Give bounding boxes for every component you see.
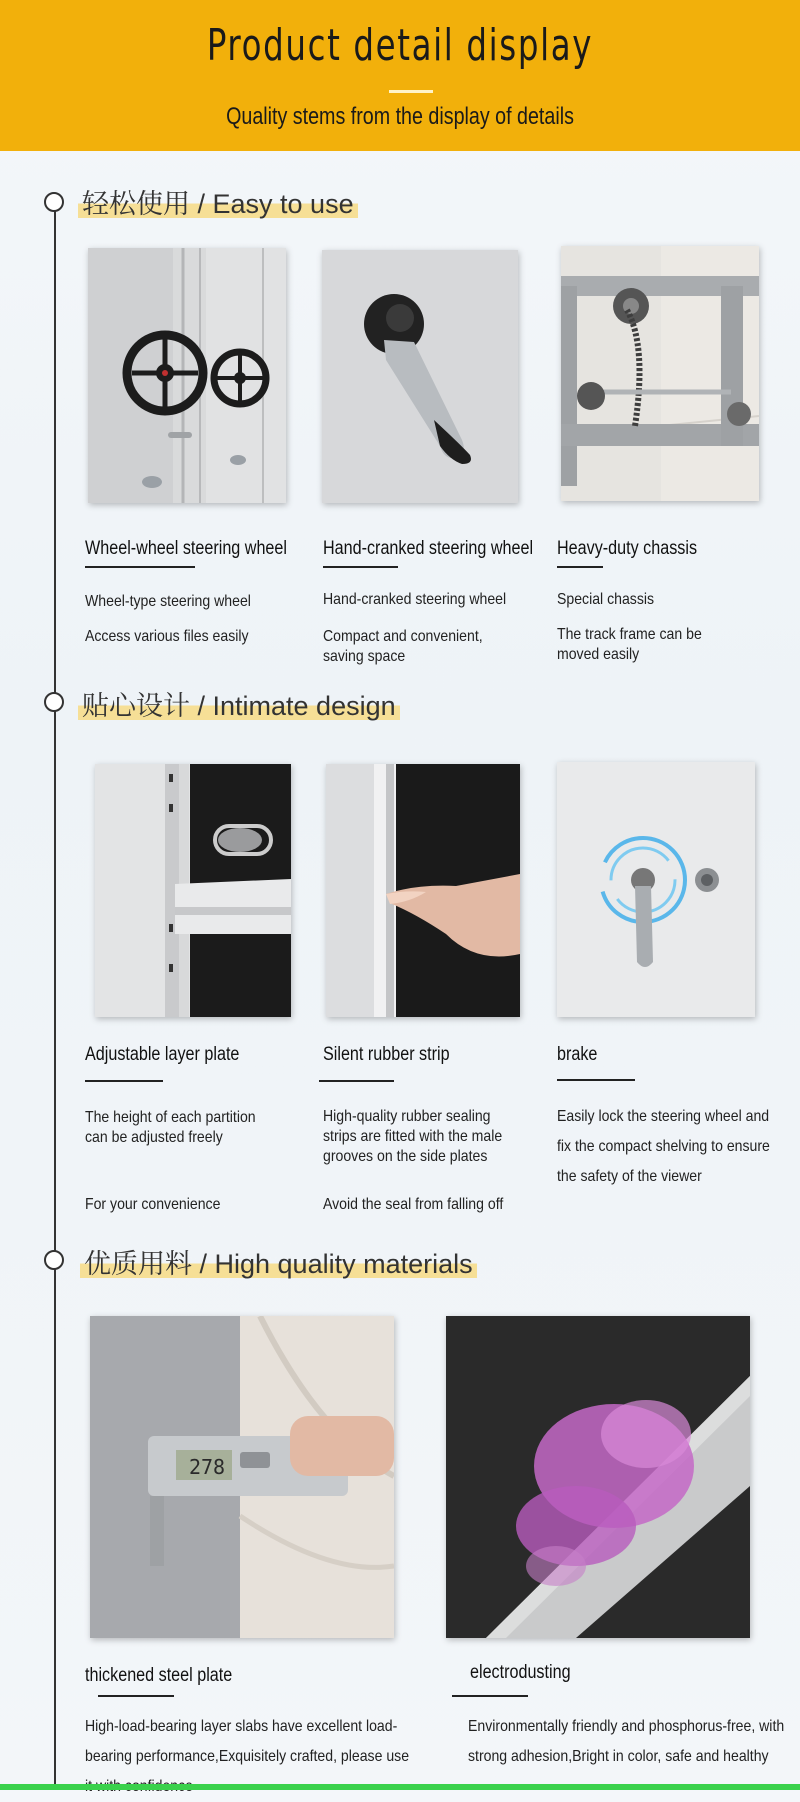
desc-electrodusting-1: Environmentally friendly and phosphorus-free, with strong adhesion,Bright in color, safe and healthy xyxy=(468,1718,785,1765)
desc-hand-crank-2: Compact and convenient, saving space xyxy=(323,628,483,665)
header-banner xyxy=(0,0,800,151)
title-divider xyxy=(389,90,433,93)
caption-underline xyxy=(85,566,195,568)
timeline-dot xyxy=(44,192,64,212)
caliper-display-reading: 278 xyxy=(188,1455,226,1479)
photo-thickened-steel xyxy=(90,1316,394,1638)
desc-hand-crank-1: Hand-cranked steering wheel xyxy=(323,591,507,608)
caption-heavy-chassis: Heavy-duty chassis xyxy=(557,538,698,559)
photo-electrodusting xyxy=(446,1316,750,1638)
photo-hand-crank xyxy=(322,250,518,503)
photo-wheel-steering xyxy=(88,248,286,503)
caption-hand-crank: Hand-cranked steering wheel xyxy=(323,538,534,559)
caption-underline xyxy=(98,1695,174,1697)
section-title-intimate-design: 贴心设计 / Intimate design xyxy=(78,684,400,723)
caption-underline xyxy=(557,566,603,568)
caption-brake: brake xyxy=(557,1044,598,1065)
desc-adjustable-layer-2: For your convenience xyxy=(85,1196,221,1213)
desc-heavy-chassis-1: Special chassis xyxy=(557,591,655,608)
caption-underline xyxy=(319,1080,394,1082)
photo-rubber-strip xyxy=(326,764,520,1017)
desc-brake-1: Easily lock the steering wheel and fix the compact shelving to ensure the safety of the viewer xyxy=(557,1108,770,1185)
timeline-line xyxy=(54,202,56,1790)
page-subtitle: Quality stems from the display of details xyxy=(226,103,574,130)
page-title: Product detail display xyxy=(206,20,594,71)
caption-electrodusting: electrodusting xyxy=(470,1662,571,1683)
desc-rubber-strip-2: Avoid the seal from falling off xyxy=(323,1196,504,1213)
bottom-edge-bar xyxy=(0,1784,800,1790)
caption-underline xyxy=(323,566,398,568)
desc-wheel-steering-2: Access various files easily xyxy=(85,628,249,645)
desc-heavy-chassis-2: The track frame can be moved easily xyxy=(557,626,702,663)
section-title-quality-materials: 优质用料 / High quality materials xyxy=(80,1242,477,1281)
caption-wheel-steering: Wheel-wheel steering wheel xyxy=(85,538,287,559)
section-title-easy-to-use: 轻松使用 / Easy to use xyxy=(78,182,358,221)
desc-wheel-steering-1: Wheel-type steering wheel xyxy=(85,593,251,610)
caption-underline xyxy=(85,1080,163,1082)
photo-brake xyxy=(557,762,755,1017)
caption-underline xyxy=(557,1079,635,1081)
timeline-dot xyxy=(44,692,64,712)
caption-underline xyxy=(452,1695,528,1697)
desc-thickened-steel-1: High-load-bearing layer slabs have excellent load-bearing performance,Exquisitely crafted, please use xyxy=(85,1718,410,1765)
caption-adjustable-layer: Adjustable layer plate xyxy=(85,1044,240,1065)
desc-adjustable-layer-1: The height of each partition can be adjusted freely xyxy=(85,1109,256,1146)
photo-adjustable-layer xyxy=(95,764,291,1017)
timeline-dot xyxy=(44,1250,64,1270)
photo-heavy-chassis xyxy=(561,246,759,501)
desc-rubber-strip-1: High-quality rubber sealing strips are fitted with the male grooves on the side plates xyxy=(323,1108,503,1165)
caption-rubber-strip: Silent rubber strip xyxy=(323,1044,450,1065)
caption-thickened-steel: thickened steel plate xyxy=(85,1665,233,1686)
